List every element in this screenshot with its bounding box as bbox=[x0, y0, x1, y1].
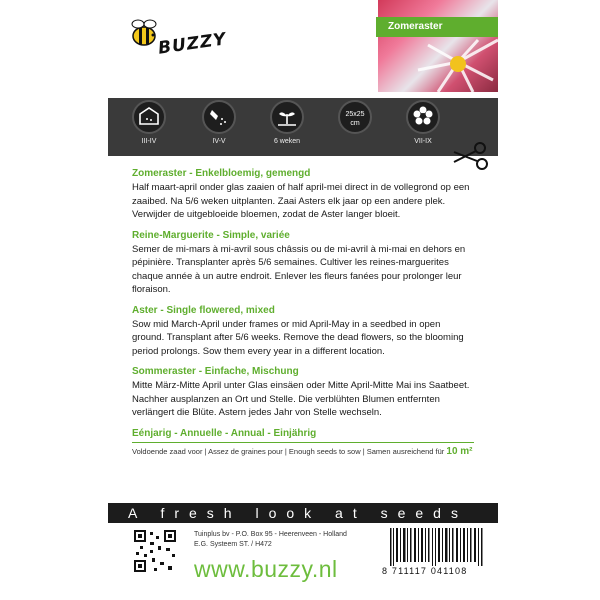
sow-amount-value: 10 m² bbox=[446, 445, 473, 457]
section-title-en: Aster - Single flowered, mixed bbox=[132, 304, 275, 316]
company-address bbox=[194, 530, 347, 550]
section-body-fr: Semer de mi-mars à mi-avril sous châssis ou de mi-avril à mi-mai en dehors en pépinière. Transplanter après 5/6 semaines. Cultiver les reines-marguerites chaque année à un autre endroit. Enlever les fleurs fanées pour prolonger leur floraison. bbox=[132, 243, 466, 295]
barcode-icon bbox=[388, 528, 488, 566]
sow-outdoor-icon bbox=[202, 100, 236, 134]
transplant-caption: 6 weken bbox=[273, 138, 301, 145]
seed-packet-back bbox=[108, 0, 498, 600]
transplant-icon bbox=[270, 100, 304, 134]
barcode-number: 8 711117 041108 bbox=[382, 566, 468, 576]
aster-flower-image bbox=[378, 0, 498, 92]
section-title-de: Sommeraster - Einfache, Mischung bbox=[132, 366, 299, 377]
annual-label: Eénjarig - Annuelle - Annual - Einjährig bbox=[132, 427, 317, 439]
website-url[interactable]: www.buzzy.nl bbox=[194, 556, 338, 582]
sowing-icons-band bbox=[108, 98, 498, 156]
buzzy-logo bbox=[124, 14, 228, 59]
sow-amount-text: Voldoende zaad voor | Assez de graines pour | Enough seeds to sow | Samen ausreichend für bbox=[132, 446, 447, 456]
divider bbox=[132, 442, 474, 443]
sow-outdoor-caption: IV-V bbox=[212, 138, 226, 145]
section-body-en: Sow mid March-April under frames or mid April-May in a seedbed in open ground. Transplant after 5/6 weeks. Remove the dead flowers, so the blooming period prolongs. Sow them every year in a different location. bbox=[132, 318, 464, 357]
flower-photo bbox=[378, 0, 498, 92]
sow-under-glass-caption: III-IV bbox=[141, 138, 157, 145]
qr-code-icon bbox=[132, 528, 178, 574]
address-line-1: Tuinplus bv - P.O. Box 95 - Heerenveen - Holland bbox=[194, 531, 347, 538]
section-body-de: Mitte März-Mitte April unter Glas einsäen oder Mitte April-Mitte Mai ins Saatbeet. Nachher ausplanzen an Ort und Stelle. Die verblühten Blumen entfernten verlängert die Blüte. Astern jedes Jahr von Stelle wechseln. bbox=[132, 380, 470, 418]
sow-under-glass-icon bbox=[132, 100, 166, 134]
section-body-nl: Half maart-april onder glas zaaien of half april-mei direct in de vollegrond op een zaaibed. Na 5/6 weken uitplanten. Zaai Asters elk jaar op een andere plek. Verwijder de uitgebloeide bloemen, zodat de Aster langer bloeit. bbox=[132, 182, 470, 220]
flowering-icon bbox=[406, 100, 440, 134]
instructions bbox=[132, 168, 474, 457]
section-title-nl: Zomeraster - Enkelbloemig, gemengd bbox=[132, 168, 311, 179]
spacing-value: 25x25 cm bbox=[345, 111, 365, 127]
sow-amount-line bbox=[132, 446, 474, 457]
variety-name-tab: Zomeraster bbox=[376, 17, 498, 37]
logo-wordmark: BUZZY bbox=[156, 29, 228, 59]
address-line-2: E.G. Systeem ST. / H472 bbox=[194, 541, 272, 548]
spacing-icon bbox=[338, 100, 372, 134]
section-title-fr: Reine-Marguerite - Simple, variée bbox=[132, 229, 290, 241]
flowering-caption: VII-IX bbox=[414, 138, 432, 145]
tagline-band: A fresh look at seeds bbox=[108, 503, 498, 523]
